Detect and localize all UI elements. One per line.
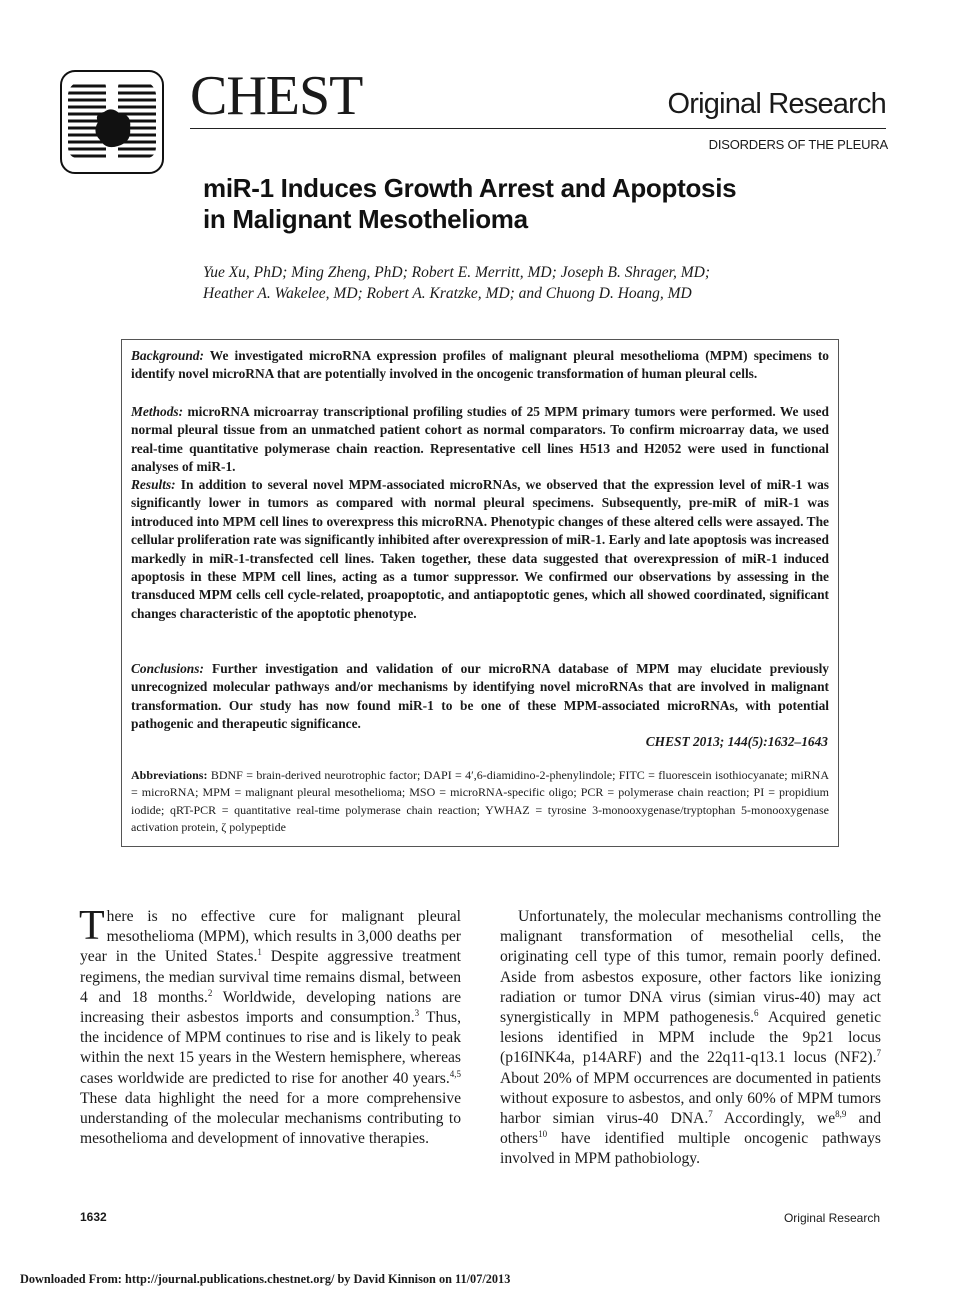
footer-section-label: Original Research [783, 1211, 880, 1225]
abbreviations-text: BDNF = brain-derived neurotrophic factor; DAPI = 4′,6-diamidino-2-phenylindole; FITC = fluorescein isothiocyanate; miRNA = microRNA; MPM = malignant pleural mesothelioma; MSO = microRNA-specific oligo; PCR = polymerase chain reaction; PI = propidium iodide; qRT-PCR = quantitative real-time polymerase chain reaction; YWHAZ = tyrosine 3-monooxygenase/tryptophan 5-monooxygenase activation protein, ζ polypeptide [131, 768, 829, 834]
abstract-label: Conclusions: [131, 661, 204, 676]
journal-logo [60, 70, 164, 174]
abstract-results [131, 476, 829, 623]
body-text: and others [500, 1110, 881, 1148]
abbreviations [131, 767, 829, 836]
drop-cap: T [79, 903, 105, 949]
body-text: Thus, the incidence of MPM continues to rise and is likely to peak within the next 15 years in the Western hemisphere, whereas cases worldwide are predicted to rise for another 40 years. [80, 1009, 461, 1087]
page-number: 1632 [80, 1210, 107, 1224]
body-column-right [500, 907, 881, 1170]
body-text: Unfortunately, the molecular mechanisms controlling the malignant transformation of mesothelial cells, the originating cell type of this tumor, remain poorly defined. Aside from asbestos exposure, other factors like ionizing radiation or tumor DNA virus (simian virus-40) may act synergistically in MPM pathogenesis. [500, 908, 881, 1027]
abstract-text: Further investigation and validation of our microRNA database of MPM may elucidate previously unrecognized molecular pathways and/or mechanisms by identifying novel microRNAs that are involved in malignant transformation. Our study has now found miR-1 to be one of these MPM-associated microRNAs, with potential pathogenic and therapeutic significance. [131, 661, 829, 732]
abstract-text: microRNA microarray transcriptional profiling studies of 25 MPM primary tumors were performed. We used normal pleural tissue from an unmatched patient cohort as normal comparators. To confirm microarray data, we used real-time quantitative polymerase chain reaction. Representative cell lines H513 and H2052 were used in functional analyses of miR-1. [131, 404, 829, 475]
reference-marker[interactable]: 3 [414, 1007, 420, 1018]
reference-marker[interactable]: 7 [876, 1048, 881, 1059]
reference-marker[interactable]: 10 [538, 1129, 548, 1140]
article-title [203, 173, 903, 235]
abbreviations-label: Abbreviations: [131, 768, 208, 782]
article-type: Original Research [667, 88, 886, 120]
reference-marker[interactable]: 1 [257, 947, 262, 958]
body-text: here is no effective cure for malignant pleural mesothelioma (MPM), which results in 3,000 deaths per year in the United States. [80, 908, 461, 966]
abstract-methods [131, 403, 829, 477]
body-text: Accordingly, we [712, 1110, 836, 1128]
author-list [203, 262, 843, 304]
header-rule [190, 128, 886, 129]
abstract-conclusions [131, 660, 829, 734]
abstract-label: Background: [131, 348, 204, 363]
reference-marker[interactable]: 8,9 [835, 1108, 847, 1119]
title-line: miR-1 Induces Growth Arrest and Apoptosis [203, 173, 737, 203]
authors-line: Heather A. Wakelee, MD; Robert A. Kratzke, MD; and Chuong D. Hoang, MD [203, 285, 692, 302]
reference-marker[interactable]: 6 [754, 1007, 759, 1018]
reference-marker[interactable]: 2 [207, 987, 213, 998]
paragraph [500, 907, 881, 1170]
citation: CHEST 2013; 144(5):1632–1643 [645, 734, 828, 749]
body-text: About 20% of MPM occurrences are documented in patients without exposure to asbestos, and only 60% of MPM tumors harbor simian virus-40 DNA. [500, 1069, 881, 1128]
body-text: Worldwide, developing nations are increasing their asbestos imports and consumption. [80, 988, 462, 1027]
download-notice[interactable]: Downloaded From: http://journal.publications.chestnet.org/ by David Kinnison on 11/07/2013 [20, 1272, 511, 1286]
title-line: in Malignant Mesothelioma [203, 204, 528, 234]
journal-name: CHEST [190, 65, 363, 127]
body-text: Acquired genetic lesions identified in MPM include the 9p21 locus (p16INK4a, p14ARF) and the 22q11-q13.1 locus (NF2). [500, 1009, 881, 1067]
body-column-left [79, 903, 462, 1149]
abstract-text: In addition to several novel MPM-associated microRNAs, we observed that the expression level of miR-1 was significantly lower in tumors as compared with normal pleural specimens. Subsequently, pre-miR of miR-1 was introduced into MPM cell lines to overexpress this microRNA. Phenotypic changes of these altered cells were assayed. The cellular proliferation rate was significantly inhibited after overexpression of miR-1. Early and late apoptosis was increased markedly in miR-1-transfected cell lines. Taken together, these data suggested that overexpression of miR-1 induced apoptosis in these MPM cell lines, acting as a tumor suppressor. We confirmed our observations by assessing in the transduced MPM cells cell cycle-related, proapoptotic, and antiapoptotic genes, which all showed coordinated, significant changes characteristic of the apoptotic phenotype. [131, 477, 829, 621]
abstract-label: Results: [131, 477, 176, 492]
abstract-label: Methods: [131, 404, 184, 419]
body-text: These data highlight the need for a more comprehensive understanding of the molecular mechanisms contributing to mesothelioma and development of innovative therapies. [80, 1089, 461, 1148]
abstract-background [131, 347, 829, 384]
reference-marker[interactable]: 7 [708, 1108, 713, 1119]
subsection-label: DISORDERS OF THE PLEURA [708, 137, 888, 152]
abstract-text: We investigated microRNA expression profiles of malignant pleural mesothelioma (MPM) specimens to identify novel microRNA that are potentially involved in the oncogenic transformation of human pleural cells. [131, 348, 829, 382]
reference-marker[interactable]: 4,5 [449, 1068, 461, 1079]
body-text: Despite aggressive treatment regimens, the median survival time remains dismal, between 4 and 18 months. [80, 948, 461, 1006]
authors-line: Yue Xu, PhD; Ming Zheng, PhD; Robert E. Merritt, MD; Joseph B. Shrager, MD; [203, 264, 710, 281]
body-text: have identified multiple oncogenic pathways involved in MPM pathobiology. [500, 1130, 881, 1168]
